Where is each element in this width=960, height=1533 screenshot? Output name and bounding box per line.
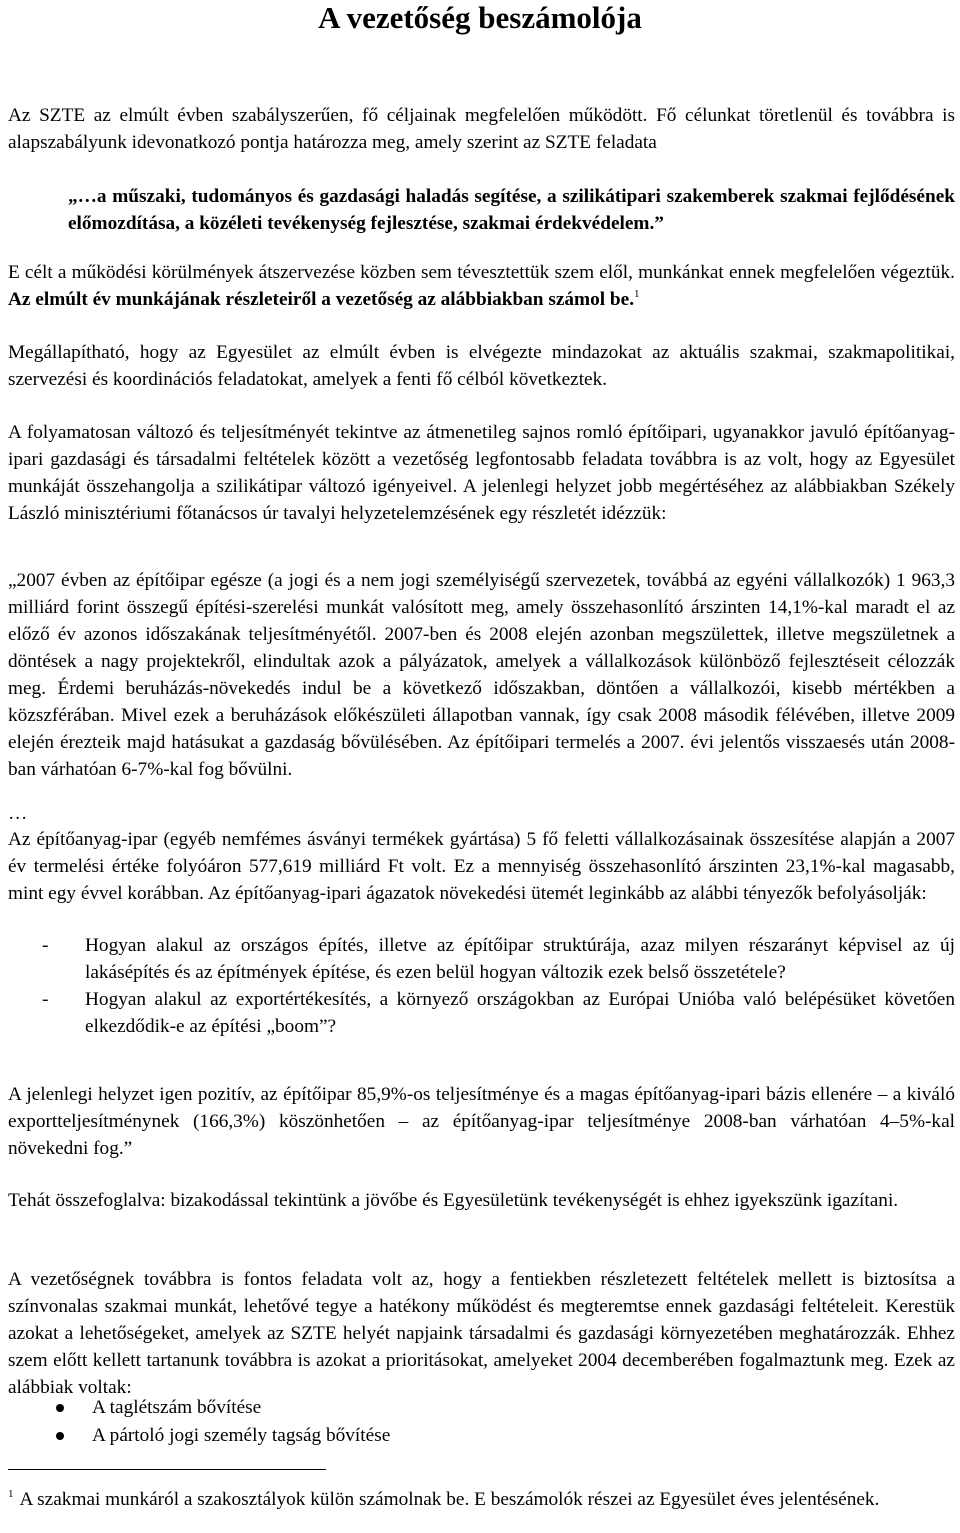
footnote: [8, 1486, 955, 1513]
dash-marker: -: [42, 935, 49, 956]
goal-bold-text: Az elmúlt év munkájának részleteiről a vezetőség az alábbiakban számol be.: [8, 289, 635, 310]
list-item-text: Hogyan alakul az exportértékesítés, a környező országokban az Európai Unióba való belépésüket követően elkezdődik-e az építési „boom”?: [85, 989, 955, 1037]
bullet-icon: [56, 1404, 64, 1412]
building-materials-paragraph: Az építőanyag-ipar (egyéb nemfémes ásványi termékek gyártása) 5 fő feletti vállalkozásainak összesítése alapján a 2007 év termelési értéke folyóáron 577,619 milliárd Ft volt. Ez a mennyiség összehasonlító árszinten 23,1%-kal magasabb, mint egy évvel korábban. Az építőanyag-ipari ágazatok növekedési ütemét leginkább az alábbi tényezők befolyásolják:: [8, 829, 955, 904]
priorities-paragraph: A vezetőségnek továbbra is fontos feladata volt az, hogy a fentiekben részletezett feltételek mellett is biztosítsa a színvonalas szakmai munkát, lehetővé tegye a hatékony működést és megteremtse ennek gazdasági feltételeit. Kerestük azokat a lehetőségeket, amelyek az SZTE helyét napjaink társadalmi és gazdasági környezetében meghatározzák. Ehhez szem előtt kellett tartanunk továbbra is azokat a prioritásokat, amelyeket 2004 decemberében fogalmaztunk meg. Ezek az alábbiak voltak:: [8, 1269, 955, 1398]
list-item-text: A pártoló jogi személy tagság bővítése: [92, 1425, 391, 1446]
dash-marker: -: [42, 989, 49, 1010]
goal-text: E célt a működési körülmények átszervezése közben sem tévesztettük szem elől, munkánkat ennek megfelelően végeztük.: [8, 262, 955, 283]
factors-list: [8, 932, 955, 1040]
context-paragraph: A folyamatosan változó és teljesítményét tekintve az átmenetileg sajnos romló építőipari, ugyanakkor javuló építőanyag-ipari gazdasági és társadalmi feltételek között a vezetőség legfontosabb feladata továbbra is az volt, hogy az Egyesület munkáját összehangolja a szilikátipar változó igényeivel. A jelenlegi helyzet jobb megértéséhez az alábbiakban Székely László minisztériumi főtanácsos úr tavalyi helyzetelemzésének egy részletét idézzük:: [8, 422, 955, 524]
statute-quote: „…a műszaki, tudományos és gazdasági haladás segítése, a szilikátipari szakemberek szakmai fejlődésének előmozdítása, a közéleti tevékenység fejlesztése, szakmai érdekvédelem.”: [68, 186, 955, 234]
list-item: [8, 1394, 955, 1422]
priorities-list: [8, 1394, 955, 1450]
footnote-reference: 1: [634, 288, 640, 300]
footnote-separator: [8, 1469, 326, 1470]
footnote-text: A szakmai munkáról a szakosztályok külön számolnak be. E beszámolók részei az Egyesület éves jelentésének.: [19, 1489, 880, 1510]
list-item-text: Hogyan alakul az országos építés, illetve az építőipar struktúrája, azaz milyen részarányt képvisel az új lakásépítés és az építmények építése, és ezen belül hogyan változik ezek belső összetétele?: [85, 935, 955, 983]
cited-analysis-paragraph: „2007 évben az építőipar egésze (a jogi és a nem jogi személyiségű szervezetek, továbbá az egyéni vállalkozók) 1 963,3 milliárd forint összegű építési-szerelési munkát valósított meg, amely összehasonlító árszinten 14,1%-kal maradt el az előző év azonos időszakának teljesítményétől. 2007-ben és 2008 elején azonban megszülettek, illetve megszületnek a döntések a nagy projektekről, elindultak azok a pályázatok, amelyek a vállalkozások különböző fejlesztéseit célozzák meg. Érdemi beruházás-növekedés indul be a következő időszakban, döntően a vállalkozói, kisebb mértékben a közszférában. Mivel ezek a beruházások előkészületi állapotban vannak, így csak 2008 második félévében, illetve 2009 elején érezteik majd hatásukat a gazdaság bővülésében. Az építőipari termelés a 2007. évi jelentős visszaesés után 2008-ban várhatóan 6-7%-kal fog bővülni.: [8, 570, 955, 780]
outlook-paragraph: A jelenlegi helyzet igen pozitív, az építőipar 85,9%-os teljesítménye és a magas építőanyag-ipari bázis ellenére – a kiváló exportteljesítménynek (166,3%) köszönhetően – az építőanyag-ipar teljesítménye 2008-ban várhatóan 4–5%-kal növekedni fog.”: [8, 1084, 955, 1159]
page-title: A vezetőség beszámolója: [318, 0, 642, 35]
bullet-icon: [56, 1432, 64, 1440]
list-item: [8, 1422, 955, 1450]
list-item-text: A taglétszám bővítése: [92, 1397, 262, 1418]
intro-paragraph: Az SZTE az elmúlt évben szabályszerűen, fő céljainak megfelelően működött. Fő célunkat töretlenül és továbbra is alapszabályunk idevonatkozó pontja határozza meg, amely szerint az SZTE feladata: [8, 105, 955, 153]
footnote-mark: 1: [8, 1488, 14, 1500]
list-item: [8, 986, 955, 1040]
list-item: [8, 932, 955, 986]
summary-paragraph: Megállapítható, hogy az Egyesület az elmúlt évben is elvégezte mindazokat az aktuális szakmai, szakmapolitikai, szervezési és koordinációs feladatokat, amelyek a fenti fő célból következtek.: [8, 342, 955, 390]
conclusion-paragraph: Tehát összefoglalva: bizakodással tekintünk a jövőbe és Egyesületünk tevékenységét is ehhez igyekszünk igazítani.: [8, 1190, 899, 1211]
ellipsis-line: …: [8, 803, 28, 824]
goal-paragraph: [8, 259, 955, 313]
